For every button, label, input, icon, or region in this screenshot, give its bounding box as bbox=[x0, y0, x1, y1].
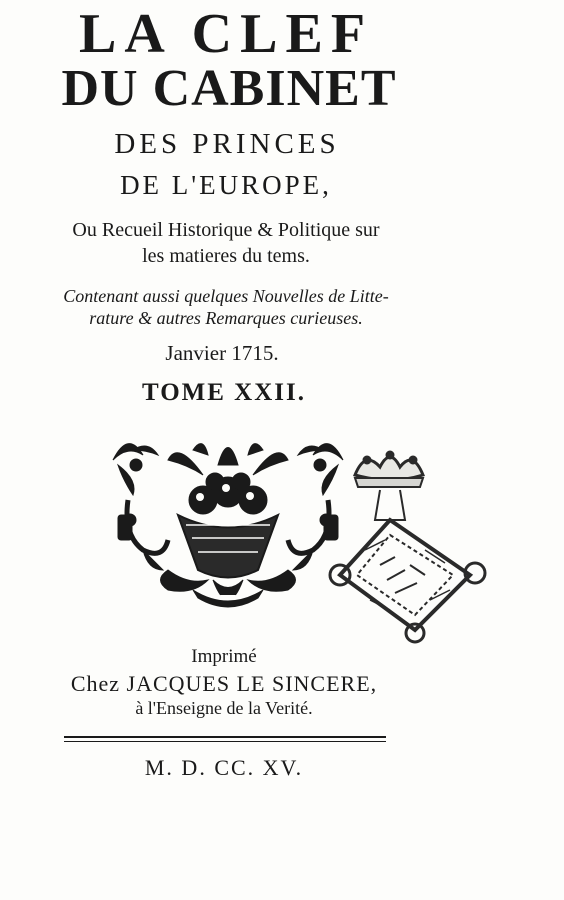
title-line-2: DU CABINET bbox=[61, 60, 397, 117]
imprint-label: Imprimé bbox=[191, 646, 257, 667]
divider-rule-thin bbox=[64, 741, 386, 742]
volume-number: TOME XXII. bbox=[141, 379, 306, 406]
subtitle-line-2: les matieres du tems. bbox=[142, 245, 310, 267]
publication-year: M. D. CC. XV. bbox=[144, 755, 304, 780]
divider-rule bbox=[64, 736, 386, 738]
description-line-2: rature & autres Remarques curieuses. bbox=[89, 308, 363, 328]
printer-sign: à l'Enseigne de la Verité. bbox=[135, 698, 313, 718]
library-crown-stamp-icon bbox=[325, 445, 495, 645]
subtitle-line-1: Ou Recueil Historique & Politique sur bbox=[72, 219, 380, 241]
title-line-4: DE L'EUROPE, bbox=[120, 170, 332, 200]
title-line-1: LA CLEF bbox=[78, 3, 374, 65]
issue-date: Janvier 1715. bbox=[165, 341, 279, 365]
printer-name: Chez JACQUES LE SINCERE, bbox=[70, 671, 378, 696]
floral-basket-ornament-icon bbox=[108, 420, 348, 620]
description-line-1: Contenant aussi quelques Nouvelles de Litte- bbox=[63, 286, 389, 306]
title-line-3: DES PRINCES bbox=[114, 128, 340, 160]
